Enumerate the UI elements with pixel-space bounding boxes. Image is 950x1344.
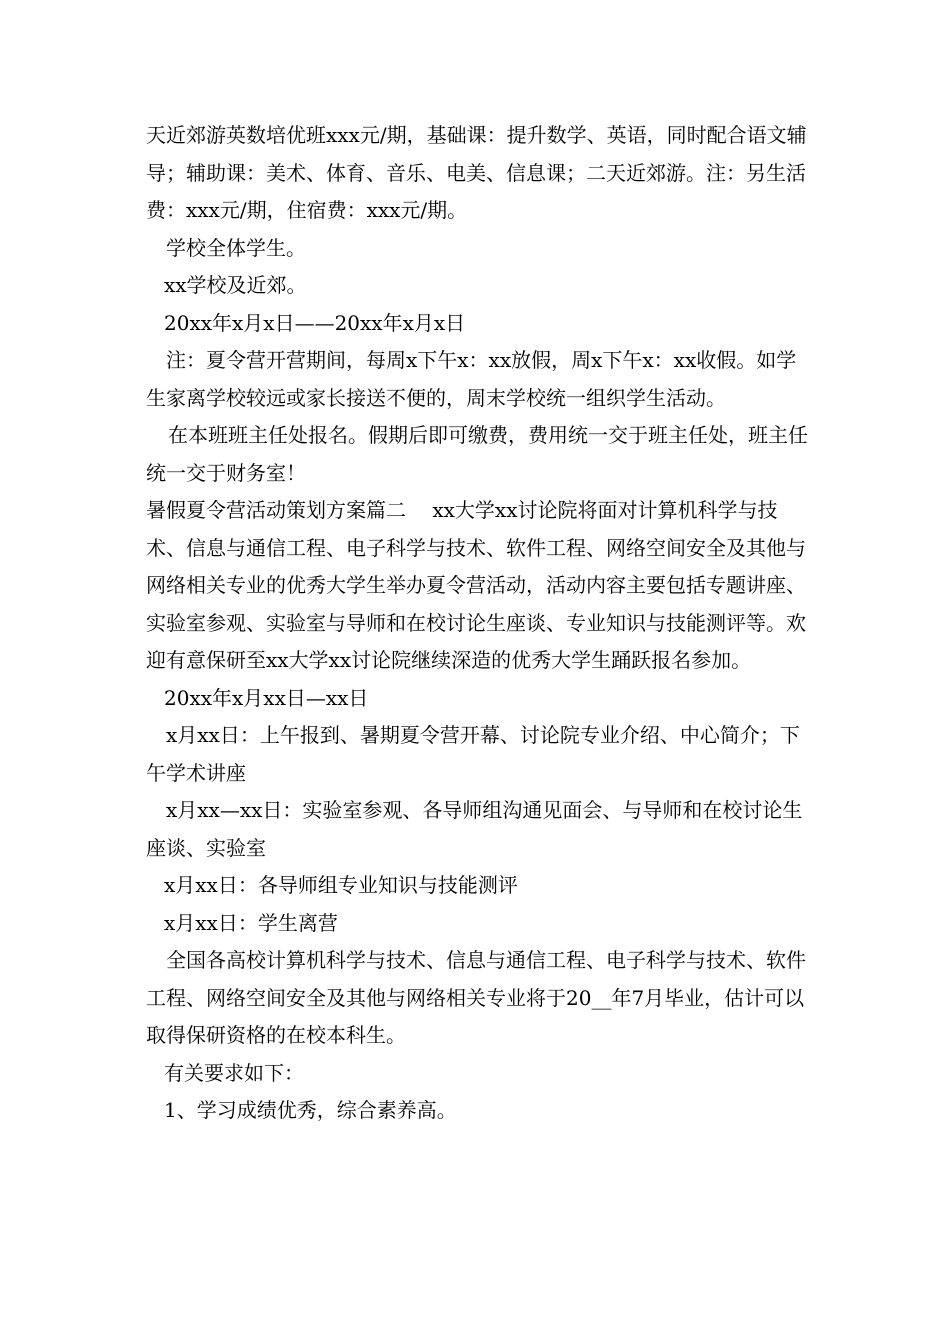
schedule-item-departure: x月xx日：学生离营	[164, 910, 338, 935]
paragraph-location: xx学校及近郊。	[164, 273, 307, 297]
paragraph-requirements-heading: 有关要求如下：	[164, 1060, 304, 1085]
paragraph-plan-two-intro: 暑假夏令营活动策划方案篇二 xx大学xx讨论院将面对计算机科学与技术、信息与通信工程、电子科学与技术、软件工程、网络空间安全及其他与网络相关专业的优秀大学生举办夏令营活动，活动内容主要包括专题讲座、实验室参观、实验室与导师和在校讨论生座谈、专业知识与技能测评等。欢迎有意保研至xx大学xx讨论院继续深造的优秀大学生踊跃报名参加。	[146, 498, 806, 672]
paragraph-dates: 20xx年x月x日——20xx年x月x日	[164, 310, 466, 335]
requirement-item-1: 1、学习成绩优秀，综合素养高。	[164, 1098, 457, 1122]
schedule-item-assessment: x月xx日：各导师组专业知识与技能测评	[164, 873, 518, 897]
paragraph-eligibility: 全国各高校计算机科学与技术、信息与通信工程、电子科学与技术、软件工程、网络空间安全及其他与网络相关专业将于20__年7月毕业，估计可以取得保研资格的在校本科生。	[146, 948, 806, 1047]
schedule-item-lab-visits: x月xx—xx日：实验室参观、各导师组沟通见面会、与导师和在校讨论生座谈、实验室	[146, 798, 803, 860]
paragraph-registration: 在本班班主任处报名。假期后即可缴费，费用统一交于班主任处，班主任统一交于财务室！	[146, 423, 808, 485]
schedule-item-day-one: x月xx日：上午报到、暑期夏令营开幕、讨论院专业介绍、中心简介；下午学术讲座	[146, 723, 800, 785]
paragraph-holiday-note: 注：夏令营开营期间，每周x下午x：xx放假，周x下午x：xx收假。如学生家离学校较远或家长接送不便的，周末学校统一组织学生活动。	[146, 348, 797, 410]
paragraph-camp-dates: 20xx年x月xx日—xx日	[164, 685, 369, 710]
document-body	[146, 117, 816, 1130]
paragraph-participants: 学校全体学生。	[166, 235, 306, 260]
paragraph-fees: 天近郊游英数培优班xxx元/期，基础课：提升数学、英语，同时配合语文辅导；辅助课：美术、体育、音乐、电美、信息课；二天近郊游。注：另生活费：xxx元/期，住宿费：xxx元/期。	[146, 123, 807, 222]
